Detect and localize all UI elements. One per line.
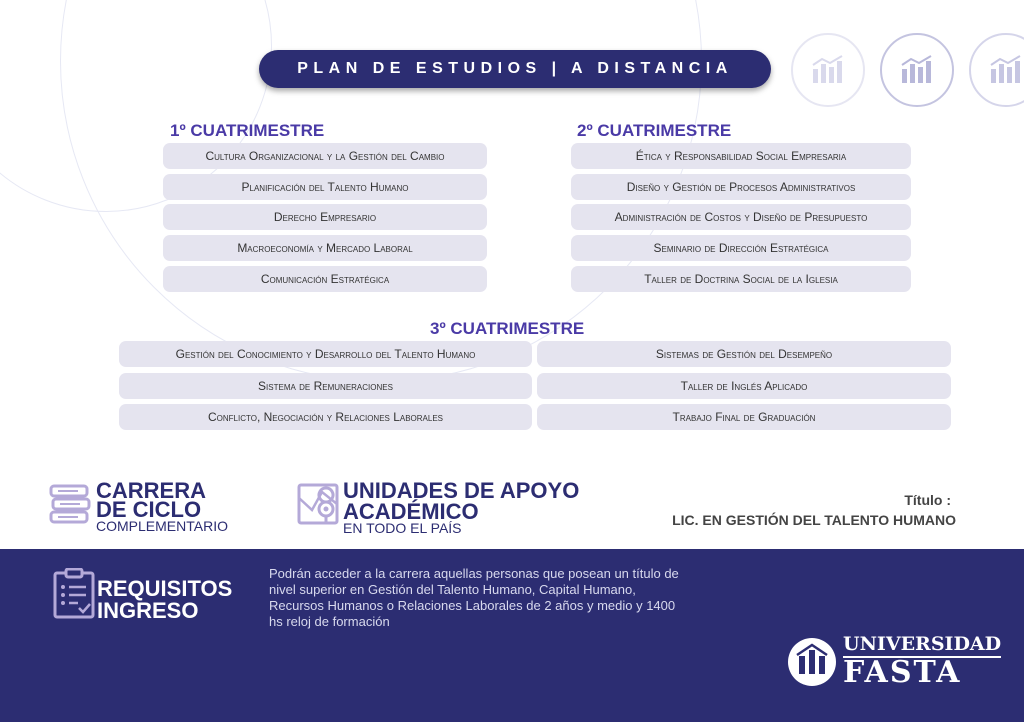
course-item: Diseño y Gestión de Procesos Administrativos bbox=[571, 174, 911, 200]
logo-line1: UNIVERSIDAD bbox=[843, 635, 1001, 658]
degree-value: LIC. EN GESTIÓN DEL TALENTO HUMANO bbox=[672, 512, 956, 528]
chart-icon-circle bbox=[791, 33, 865, 107]
semester-2-title: 2º CUATRIMESTRE bbox=[577, 121, 732, 140]
chart-icon-circle bbox=[969, 33, 1024, 107]
checklist-icon bbox=[52, 568, 96, 620]
page-title: PLAN DE ESTUDIOS | A DISTANCIA bbox=[259, 50, 771, 88]
semester-1-title: 1º CUATRIMESTRE bbox=[170, 121, 325, 140]
course-item: Ética y Responsabilidad Social Empresaria bbox=[571, 143, 911, 169]
chart-icon bbox=[810, 55, 846, 85]
requirements-text: Podrán acceder a la carrera aquellas personas que posean un título de nivel superior en Gestión del Talento Humano, Capital Humano, Recursos Humanos o Relaciones Laborales de 2 años y medio y 1400 hs reloj de formación bbox=[269, 566, 679, 629]
books-icon bbox=[48, 482, 92, 526]
course-item: Planificación del Talento Humano bbox=[163, 174, 487, 200]
requirements-line2: INGRESO bbox=[97, 598, 199, 623]
course-item: Trabajo Final de Graduación bbox=[537, 404, 951, 430]
logo-line2: FASTA bbox=[843, 655, 962, 690]
chart-icon bbox=[988, 55, 1024, 85]
units-badge-line1: UNIDADES DE APOYO bbox=[343, 478, 580, 503]
career-badge-line1: CARRERA bbox=[96, 478, 206, 503]
course-item: Sistema de Remuneraciones bbox=[119, 373, 532, 399]
course-item: Taller de Inglés Aplicado bbox=[537, 373, 951, 399]
course-item: Derecho Empresario bbox=[163, 204, 487, 230]
course-item: Sistemas de Gestión del Desempeño bbox=[537, 341, 951, 367]
course-item: Gestión del Conocimiento y Desarrollo del Talento Humano bbox=[119, 341, 532, 367]
map-pin-icon bbox=[296, 482, 340, 526]
course-item: Macroeconomía y Mercado Laboral bbox=[163, 235, 487, 261]
career-badge-sub: COMPLEMENTARIO bbox=[96, 518, 228, 534]
course-item: Taller de Doctrina Social de la Iglesia bbox=[571, 266, 911, 292]
chart-icon-circle bbox=[880, 33, 954, 107]
semester-3-title: 3º CUATRIMESTRE bbox=[430, 319, 585, 338]
units-badge-line2: ACADÉMICO bbox=[343, 499, 479, 524]
chart-icon bbox=[899, 55, 935, 85]
university-logo-text bbox=[843, 635, 1001, 688]
course-item: Seminario de Dirección Estratégica bbox=[571, 235, 911, 261]
requirements-line1: REQUISITOS bbox=[97, 576, 233, 601]
requirements-title bbox=[97, 578, 232, 622]
course-item: Comunicación Estratégica bbox=[163, 266, 487, 292]
course-item: Conflicto, Negociación y Relaciones Laborales bbox=[119, 404, 532, 430]
degree-label: Título : bbox=[904, 492, 951, 508]
units-badge-sub: EN TODO EL PAÍS bbox=[343, 520, 462, 536]
university-logo-icon bbox=[786, 636, 838, 688]
career-badge-line2: DE CICLO bbox=[96, 497, 202, 522]
course-item: Cultura Organizacional y la Gestión del Cambio bbox=[163, 143, 487, 169]
course-item: Administración de Costos y Diseño de Presupuesto bbox=[571, 204, 911, 230]
